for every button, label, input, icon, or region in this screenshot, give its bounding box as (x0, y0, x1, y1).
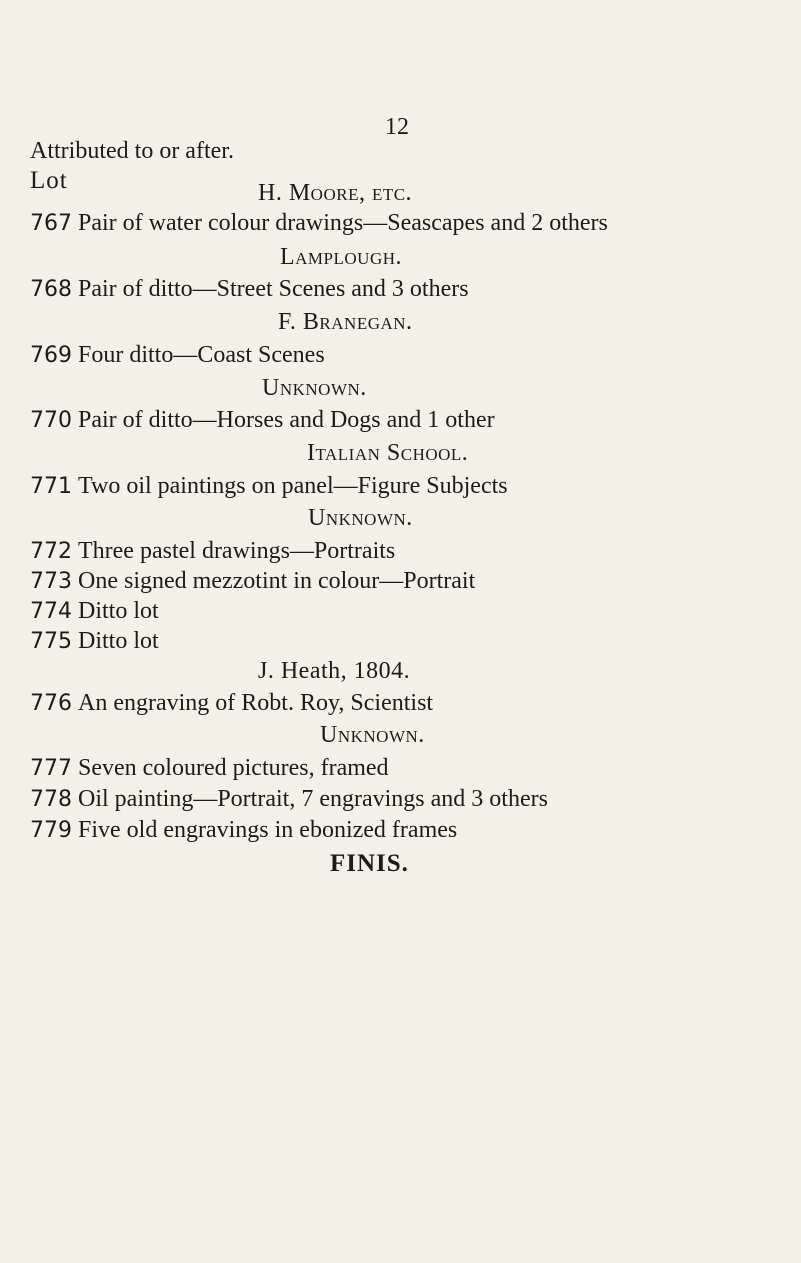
lot-number: 774 (30, 599, 72, 624)
lot-entry (30, 817, 770, 844)
lot-description: Seven coloured pictures, framed (78, 755, 389, 781)
lot-entry (30, 276, 770, 303)
lot-number: 777 (30, 756, 72, 781)
artist-name: J. Heath, 1804. (258, 658, 411, 684)
lot-description: Four ditto—Coast Scenes (78, 342, 325, 368)
lot-description: Five old engravings in ebonized frames (78, 817, 458, 843)
lot-column-heading: Lot (30, 167, 68, 194)
lot-number: 769 (30, 343, 72, 368)
page-number: 12 (385, 114, 409, 140)
lot-description: Pair of ditto—Horses and Dogs and 1 other (78, 407, 495, 433)
artist-name: Unknown. (320, 722, 425, 748)
lot-entry (30, 342, 770, 369)
lot-number: 768 (30, 277, 72, 302)
lot-description: Ditto lot (78, 628, 159, 654)
lot-number: 779 (30, 818, 72, 843)
artist-name: Italian School. (307, 440, 469, 466)
lot-description: Pair of water colour drawings—Seascapes and 2 others (78, 210, 608, 236)
artist-name: Unknown. (308, 505, 413, 531)
attribution-heading: Attributed to or after. (30, 138, 234, 164)
lot-description: Ditto lot (78, 598, 159, 624)
artist-name: Unknown. (262, 375, 367, 401)
artist-name: Lamplough. (280, 244, 402, 270)
lot-number: 772 (30, 539, 72, 564)
lot-entry (30, 407, 770, 434)
lot-description: An engraving of Robt. Roy, Scientist (78, 690, 434, 716)
artist-name: F. Branegan. (278, 309, 413, 335)
lot-entry (30, 210, 770, 237)
lot-description: Two oil paintings on panel—Figure Subjects (78, 473, 508, 499)
lot-entry (30, 568, 770, 595)
lot-number: 776 (30, 691, 72, 716)
lot-description: Pair of ditto—Street Scenes and 3 others (78, 276, 469, 302)
lot-entry (30, 690, 770, 717)
lot-number: 775 (30, 629, 72, 654)
lot-entry (30, 538, 770, 565)
lot-entry (30, 598, 770, 625)
lot-entry (30, 628, 770, 655)
lot-number: 770 (30, 408, 72, 433)
lot-number: 773 (30, 569, 72, 594)
finis-label: FINIS. (330, 850, 409, 877)
lot-entry (30, 473, 770, 500)
artist-name: H. Moore, etc. (258, 180, 413, 206)
lot-entry (30, 755, 770, 782)
lot-number: 771 (30, 474, 72, 499)
lot-entry (30, 786, 770, 813)
lot-number: 778 (30, 787, 72, 812)
lot-number: 767 (30, 211, 72, 236)
lot-description: Three pastel drawings—Portraits (78, 538, 396, 564)
lot-description: Oil painting—Portrait, 7 engravings and 3 others (78, 786, 548, 812)
lot-description: One signed mezzotint in colour—Portrait (78, 568, 476, 594)
